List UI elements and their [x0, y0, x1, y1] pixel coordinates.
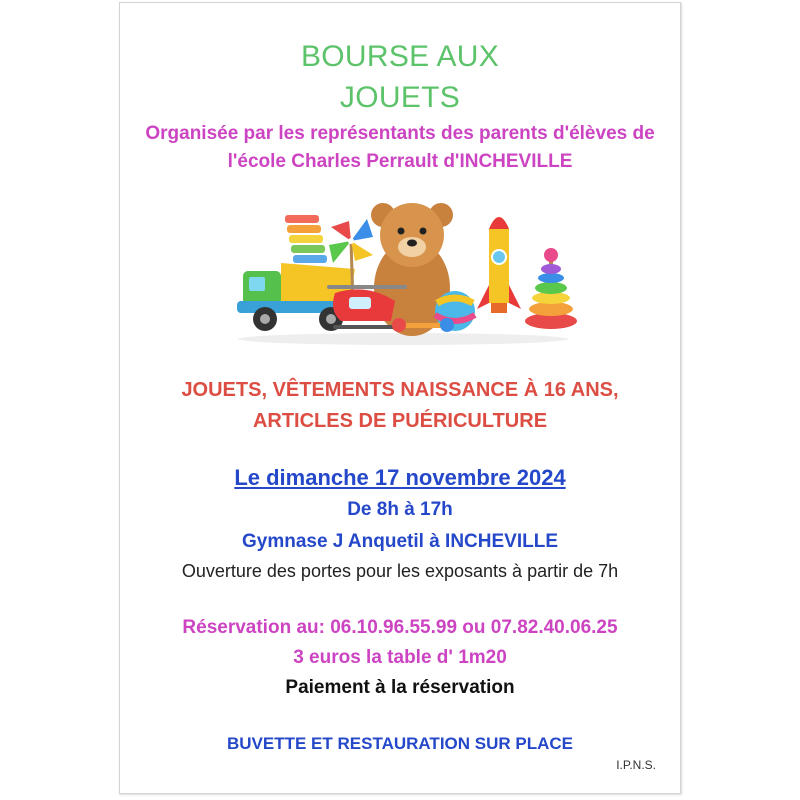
- toys-illustration-icon: [227, 193, 579, 353]
- poster-sheet: [119, 2, 681, 794]
- articles-line2: ARTICLES DE PUÉRICULTURE: [252, 410, 548, 432]
- event-date: Le dimanche 17 novembre 2024: [234, 465, 566, 490]
- poster-title-line2: JOUETS: [339, 81, 461, 114]
- organizer-line2: l'école Charles Perrault d'INCHEVILLE: [227, 151, 573, 172]
- poster-title-line1: BOURSE AUX: [300, 40, 500, 73]
- organizer-line1: Organisée par les représentants des parents d'élèves de: [145, 123, 655, 144]
- ipns-mark: I.P.N.S.: [616, 758, 656, 772]
- payment-info: Paiement à la réservation: [285, 677, 515, 698]
- buvette-info: BUVETTE ET RESTAURATION SUR PLACE: [227, 734, 573, 753]
- reservation-phones: Réservation au: 06.10.96.55.99 ou 07.82.40.06.25: [182, 617, 618, 638]
- exhibitors-opening: Ouverture des portes pour les exposants à partir de 7h: [181, 561, 619, 581]
- event-hours: De 8h à 17h: [347, 499, 453, 520]
- articles-line1: JOUETS, VÊTEMENTS NAISSANCE À 16 ANS,: [181, 379, 619, 401]
- event-place: Gymnase J Anquetil à INCHEVILLE: [241, 531, 559, 552]
- table-price: 3 euros la table d' 1m20: [293, 647, 507, 668]
